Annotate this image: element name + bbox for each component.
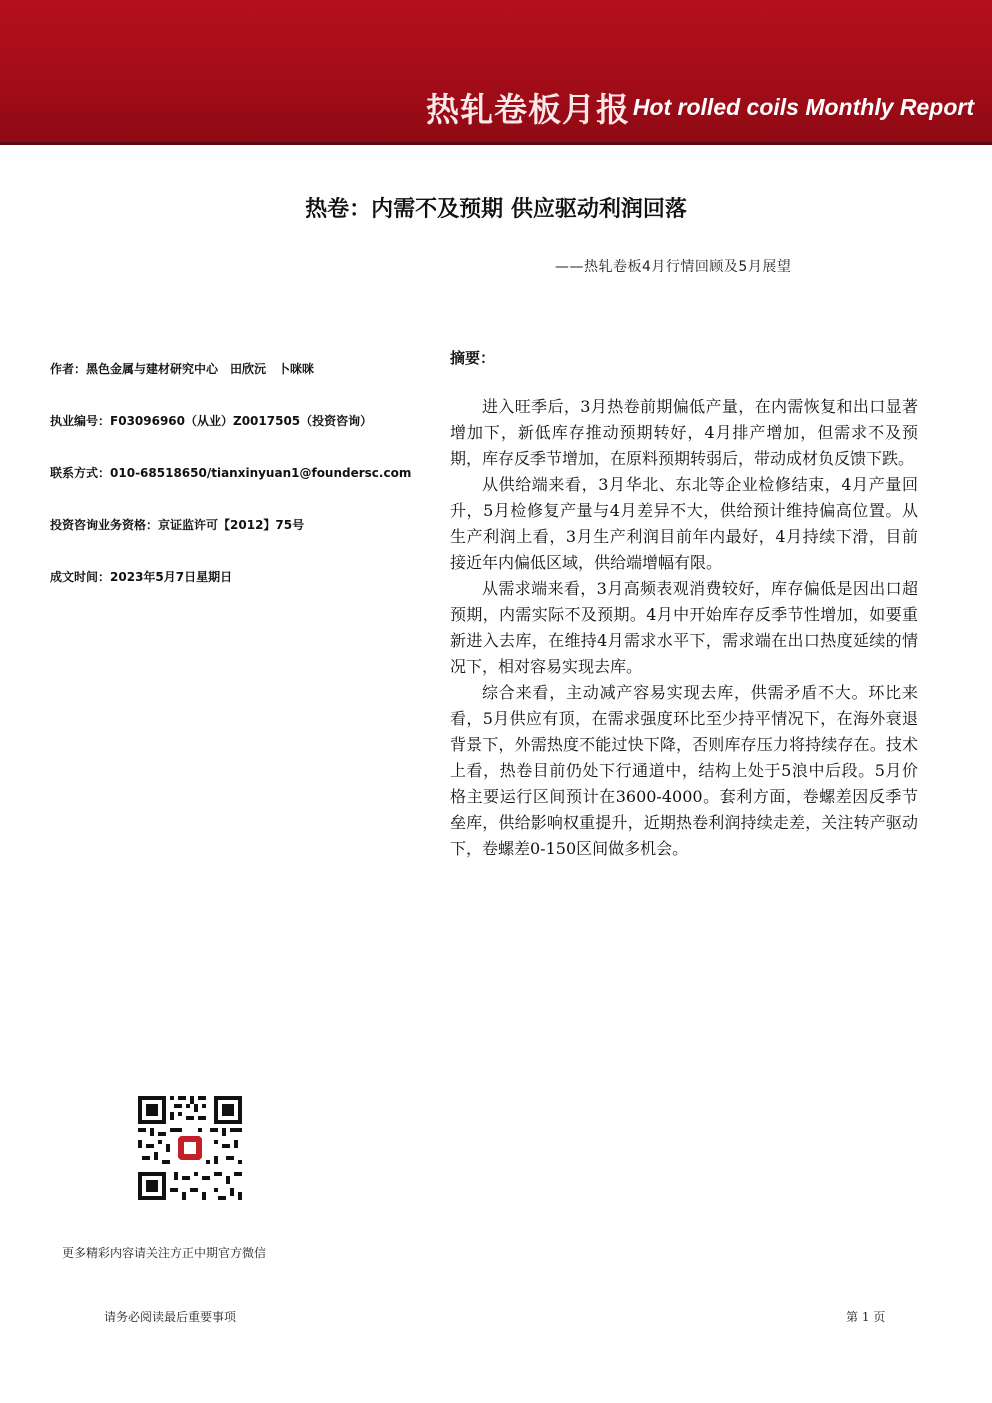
author-label: 作者： (50, 362, 87, 376)
date-label: 成文时间： (50, 570, 111, 584)
banner-title-en: Hot rolled coils Monthly Report (632, 94, 974, 120)
contact-value: 010-68518650/tianxinyuan1@foundersc.com (110, 466, 412, 480)
report-subtitle: ——热轧卷板4月行情回顾及5月展望 (555, 259, 792, 275)
footer-notice: 请务必阅读最后重要事项 (104, 1310, 237, 1324)
qualification-label: 投资咨询业务资格： (50, 518, 159, 532)
summary-paragraph: 综合来看，主动减产容易实现去库，供需矛盾不大。环比来看，5月供应有顶，在需求强度环比至少持平情况下，在海外衰退背景下，外需热度不能过快下降，否则库存压力将持续存在。技术上看，热卷目前仍处下行通道中，结构上处于5浪中后段。5月价格主要运行区间预计在3600-4000。套利方面，卷螺差因反季节垒库，供给影响权重提升，近期热卷利润持续走差，关注转产驱动下，卷螺差0-150区间做多机会。 (450, 683, 918, 858)
page-number: 第 1 页 (846, 1310, 886, 1324)
contact-line (50, 464, 440, 516)
qualification-value: 京证监许可【2012】75号 (158, 518, 305, 532)
summary-body (450, 394, 918, 862)
license-label: 执业编号： (50, 414, 111, 428)
banner-title-cn: 热轧卷板月报 (426, 90, 630, 129)
qr-caption: 更多精彩内容请关注方正中期官方微信 (62, 1246, 267, 1260)
date-line (50, 568, 440, 620)
date-value: 2023年5月7日星期日 (110, 570, 233, 584)
summary-paragraph: 从供给端来看，3月华北、东北等企业检修结束，4月产量回升，5月检修复产量与4月差异不大，供给预计维持偏高位置。从生产利润上看，3月生产利润目前年内最好，4月持续下滑，目前接近年内偏低区域，供给端增幅有限。 (450, 475, 918, 572)
qualification-line (50, 516, 440, 568)
license-value: F03096960（从业）Z0017505（投资咨询） (110, 414, 373, 428)
author-line (50, 360, 440, 412)
author-value: 黑色金属与建材研究中心 田欣沅 卜咪咪 (86, 362, 315, 376)
contact-label: 联系方式： (50, 466, 111, 480)
report-meta (50, 360, 440, 620)
license-line (50, 412, 440, 464)
summary-paragraph: 进入旺季后，3月热卷前期偏低产量，在内需恢复和出口显著增加下，新低库存推动预期转好，4月排产增加，但需求不及预期，库存反季节增加，在原料预期转弱后，带动成材负反馈下跌。 (450, 397, 918, 468)
report-title: 热卷：内需不及预期 供应驱动利润回落 (305, 197, 687, 222)
header-banner (0, 0, 992, 142)
qr-code-icon (134, 1092, 246, 1204)
banner-divider (0, 142, 992, 145)
summary-heading: 摘要： (450, 349, 496, 367)
summary-paragraph: 从需求端来看，3月高频表观消费较好，库存偏低是因出口超预期，内需实际不及预期。4月中开始库存反季节性增加，如要重新进入去库，在维持4月需求水平下，需求端在出口热度延续的情况下，相对容易实现去库。 (450, 579, 918, 676)
